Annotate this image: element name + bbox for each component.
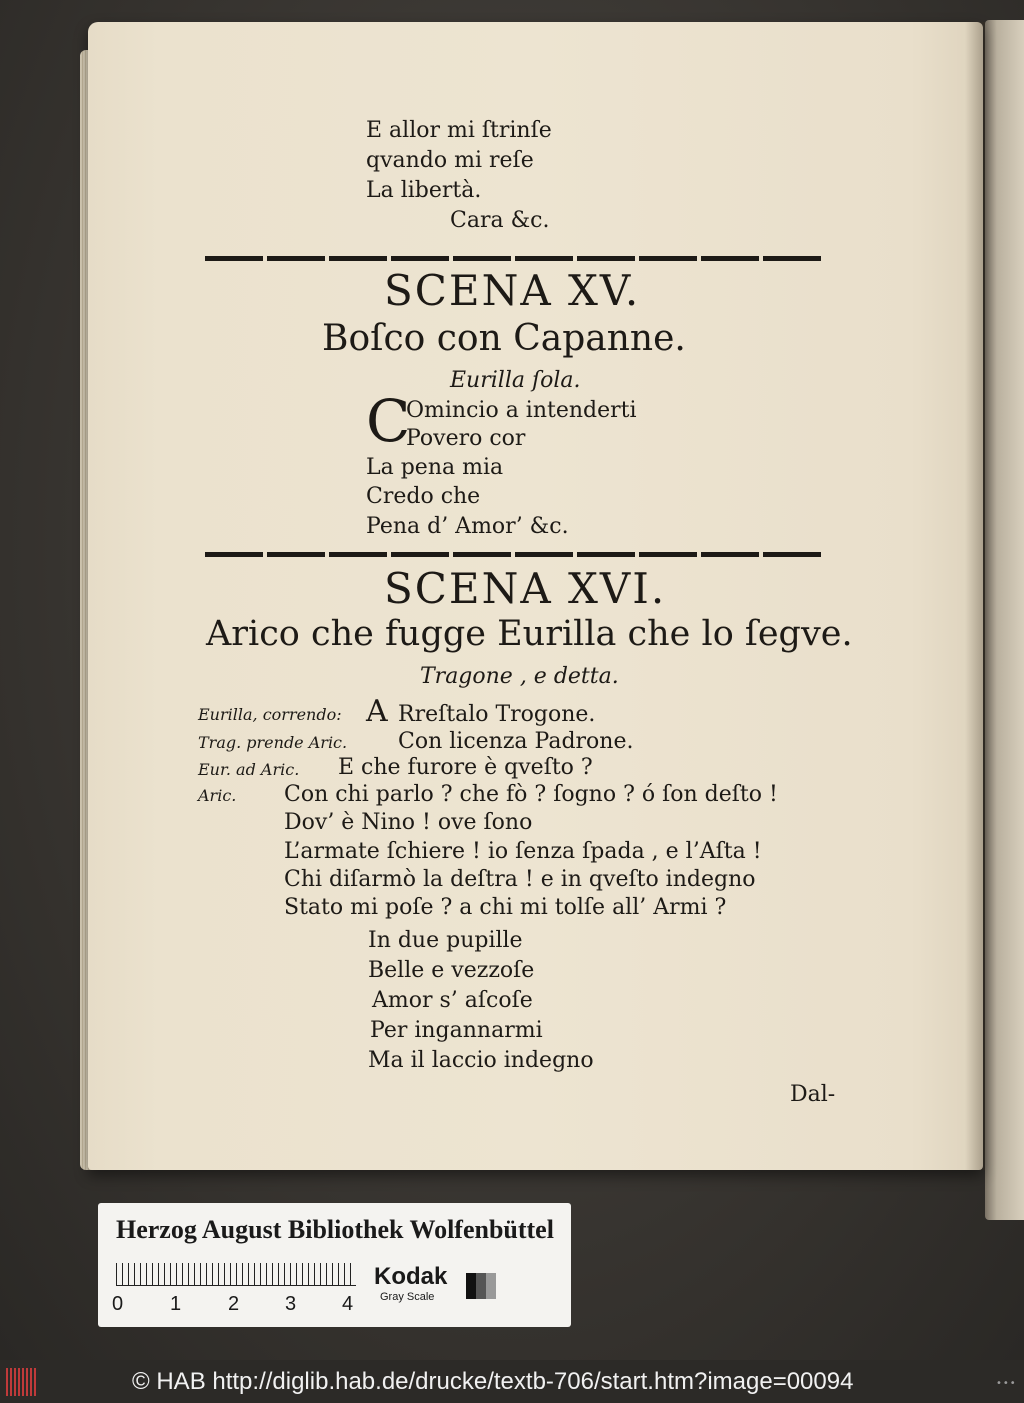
section-rule bbox=[205, 552, 825, 557]
scene-setting: Arico che fugge Eurilla che lo ſegve. bbox=[206, 614, 853, 654]
dialogue-line: L’armate ſchiere ! io ſenza ſpada , e l’Aſta ! bbox=[284, 839, 762, 864]
dialogue-line: Chi diſarmò la deſtra ! e in qveſto indegno bbox=[284, 867, 756, 892]
speaker-label: Eur. ad Aric. bbox=[198, 760, 300, 779]
verse-line: qvando mi reſe bbox=[366, 148, 534, 173]
verse-line: Povero cor bbox=[406, 426, 526, 451]
barcode-icon[interactable] bbox=[6, 1368, 36, 1396]
ruler-number: 1 bbox=[170, 1293, 182, 1315]
scene-heading: SCENA XVI. bbox=[384, 564, 667, 613]
speaker-label: Aric. bbox=[198, 786, 237, 805]
stage-direction: Eurilla ſola. bbox=[450, 368, 581, 393]
dialogue-line: Dov’ è Nino ! ove ſono bbox=[284, 810, 533, 835]
kodak-logo: Kodak bbox=[374, 1263, 448, 1290]
verse-line: Credo che bbox=[366, 484, 481, 509]
dialogue-line: Con chi parlo ? che fò ? ſogno ? ó ſon deſto ! bbox=[284, 782, 778, 807]
aria-line: Amor s’ aſcoſe bbox=[372, 988, 533, 1013]
aria-line: Per ingannarmi bbox=[370, 1018, 543, 1043]
drop-capital: A bbox=[366, 694, 388, 729]
speaker-label: Eurilla, correndo: bbox=[198, 705, 342, 724]
stage-direction: Tragone , e detta. bbox=[420, 664, 619, 689]
gray-swatch bbox=[466, 1273, 476, 1299]
ruler-scale bbox=[116, 1263, 356, 1286]
scene-setting: Boſco con Capanne. bbox=[322, 318, 686, 359]
verse-line: La pena mia bbox=[366, 455, 504, 480]
ruler-number: 4 bbox=[342, 1293, 354, 1315]
drop-capital: C bbox=[366, 387, 411, 455]
verse-line: La libertà. bbox=[366, 178, 482, 203]
copyright-url[interactable]: © HAB http://diglib.hab.de/drucke/textb-706/start.htm?image=00094 bbox=[132, 1368, 854, 1395]
speaker-label: Trag. prende Aric. bbox=[198, 733, 348, 752]
catchword: Dal- bbox=[790, 1082, 836, 1107]
dialogue-line: E che furore è qveſto ? bbox=[338, 755, 593, 780]
ruler-number: 0 bbox=[112, 1293, 124, 1315]
ruler-number: 3 bbox=[285, 1293, 297, 1315]
aria-line: Belle e vezzoſe bbox=[368, 958, 535, 983]
verse-line: Cara &c. bbox=[450, 208, 550, 233]
ruler-number: 2 bbox=[228, 1293, 240, 1315]
section-rule bbox=[205, 256, 825, 261]
dots-icon[interactable]: ••• bbox=[996, 1378, 1017, 1389]
library-name: Herzog August Bibliothek Wolfenbüttel bbox=[116, 1215, 554, 1244]
calibration-strip bbox=[98, 1203, 571, 1327]
dialogue-line: Stato mi poſe ? a chi mi tolſe all’ Armi ? bbox=[284, 895, 727, 920]
dialogue-line: Rreſtalo Trogone. bbox=[398, 702, 596, 727]
aria-line: In due pupille bbox=[368, 928, 523, 953]
aria-line: Ma il laccio indegno bbox=[368, 1048, 594, 1073]
viewer-footer bbox=[0, 1360, 1024, 1403]
gray-swatch bbox=[486, 1273, 496, 1299]
verse-line: Omincio a intenderti bbox=[406, 398, 637, 423]
verse-line: Pena d’ Amor’ &c. bbox=[366, 514, 569, 539]
page-gutter-shadow bbox=[965, 22, 985, 1170]
verse-line: E allor mi ſtrinſe bbox=[366, 118, 552, 143]
scene-heading: SCENA XV. bbox=[384, 266, 641, 315]
gray-scale-label: Gray Scale bbox=[380, 1291, 435, 1303]
gray-swatch bbox=[476, 1273, 486, 1299]
adjacent-page-edge bbox=[985, 20, 1024, 1220]
dialogue-line: Con licenza Padrone. bbox=[398, 729, 634, 754]
